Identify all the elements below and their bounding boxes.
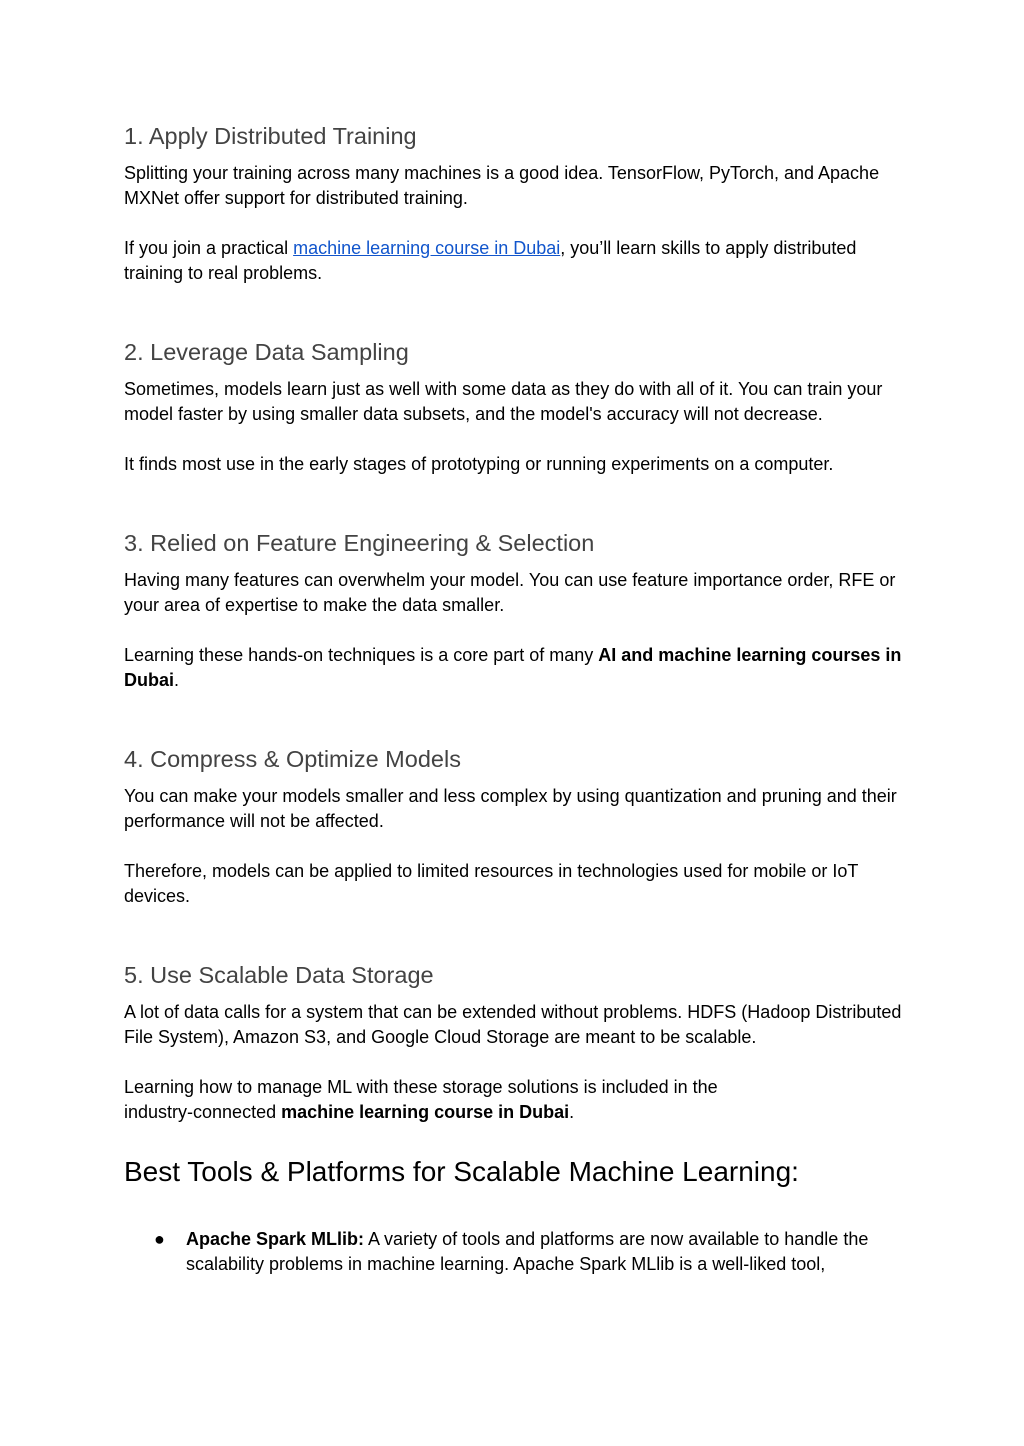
section-4-paragraph-1: You can make your models smaller and less complex by using quantization and pruning and their performance will not be affected.: [124, 786, 897, 831]
section-1-paragraph-2-start: If you join a practical: [124, 238, 294, 258]
section-3-paragraph-1: Having many features can overwhelm your model. You can use feature importance order, RFE or your area of expertise to make the data smaller.: [124, 570, 896, 615]
tools-list: [124, 1227, 914, 1277]
section-4-heading: 4. Compress & Optimize Models: [124, 746, 461, 772]
section-1-heading: 1. Apply Distributed Training: [124, 123, 417, 149]
list-item: [124, 1227, 914, 1277]
section-5-paragraph-2-end: .: [569, 1102, 575, 1122]
section-5-paragraph-2: [124, 1075, 764, 1125]
section-3-heading: 3. Relied on Feature Engineering & Selection: [124, 530, 595, 556]
section-1-paragraph-2-end: , you’ll learn skills to apply distributed training to real problems.: [124, 238, 857, 283]
section-3-bold-phrase: AI and machine learning courses in Dubai: [124, 645, 902, 690]
section-5-paragraph-2-start: Learning how to manage ML with these storage solutions is included in the industry-connected: [124, 1077, 718, 1122]
section-5-heading: 5. Use Scalable Data Storage: [124, 962, 434, 988]
tool-description: A variety of tools and platforms are now available to handle the scalability problems in machine learning. Apache Spark MLlib is a well-liked tool,: [186, 1229, 869, 1274]
tools-heading: Best Tools & Platforms for Scalable Machine Learning:: [124, 1156, 799, 1187]
section-2-paragraph-2: It finds most use in the early stages of prototyping or running experiments on a computer.: [124, 454, 834, 474]
section-2-paragraph-1: Sometimes, models learn just as well with some data as they do with all of it. You can train your model faster by using smaller data subsets, and the model's accuracy will not decrease.: [124, 379, 883, 424]
section-5-bold-phrase: machine learning course in Dubai: [281, 1102, 570, 1122]
section-3-paragraph-2: [124, 643, 914, 693]
section-3-paragraph-2-start: Learning these hands-on techniques is a core part of many: [124, 645, 599, 665]
section-1-paragraph-2: [124, 236, 914, 286]
section-1-paragraph-1: Splitting your training across many machines is a good idea. TensorFlow, PyTorch, and Apache MXNet offer support for distributed training.: [124, 163, 880, 208]
tool-title: Apache Spark MLlib:: [186, 1229, 365, 1249]
bullet-icon: ●: [154, 1229, 165, 1249]
course-link[interactable]: machine learning course in Dubai: [293, 238, 561, 258]
section-5-paragraph-1: A lot of data calls for a system that can be extended without problems. HDFS (Hadoop Distributed File System), Amazon S3, and Google Cloud Storage are meant to be scalable.: [124, 1002, 902, 1047]
section-4-paragraph-2: Therefore, models can be applied to limited resources in technologies used for mobile or IoT devices.: [124, 861, 859, 906]
section-2-heading: 2. Leverage Data Sampling: [124, 339, 409, 365]
section-3-paragraph-2-end: .: [174, 670, 180, 690]
